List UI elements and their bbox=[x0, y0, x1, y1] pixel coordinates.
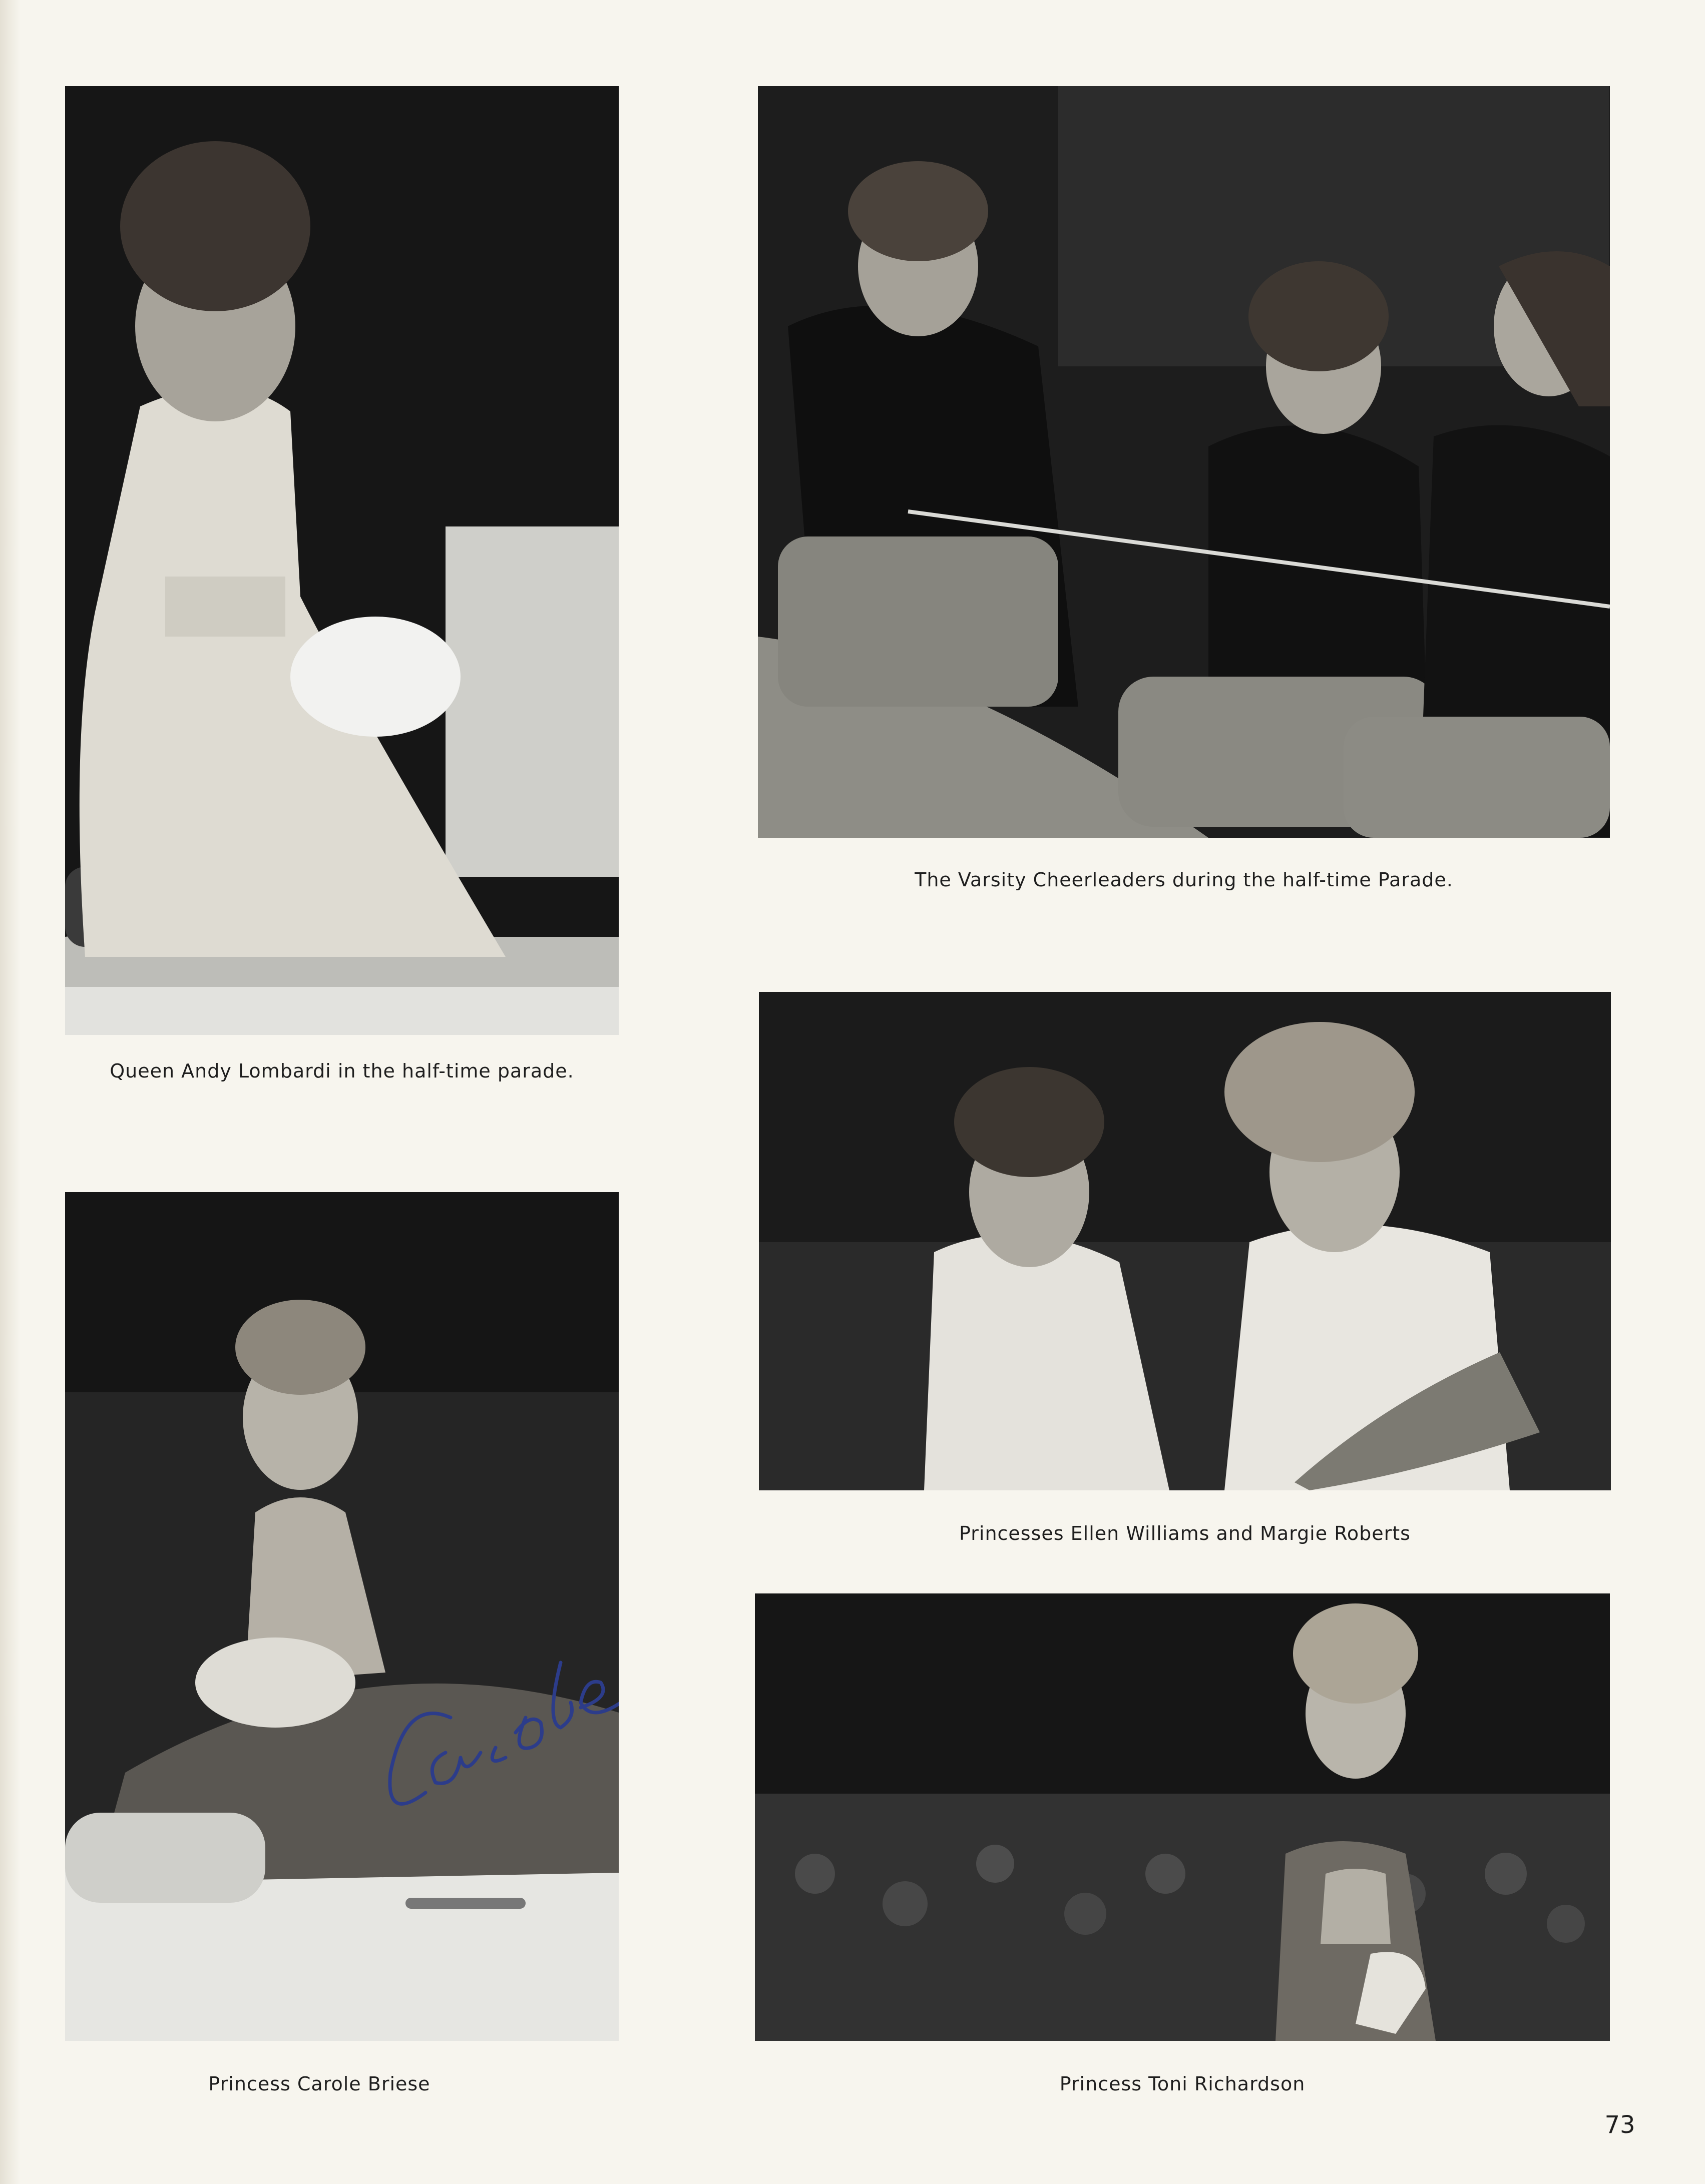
photo-princesses-ellen-margie bbox=[759, 992, 1611, 1490]
caption-princesses-ellen-margie: Princesses Ellen Williams and Margie Roberts bbox=[959, 1522, 1411, 1544]
signature-carole bbox=[65, 1192, 619, 2041]
page-number: 73 bbox=[1604, 2111, 1635, 2139]
caption-queen-andy-lombardi: Queen Andy Lombardi in the half-time parade. bbox=[110, 1060, 574, 1082]
photo-princess-carole-briese bbox=[65, 1192, 619, 2041]
photo-princess-toni-richardson bbox=[755, 1593, 1610, 2041]
caption-princess-carole-briese: Princess Carole Briese bbox=[208, 2073, 431, 2095]
caption-princess-toni-richardson: Princess Toni Richardson bbox=[1059, 2073, 1306, 2095]
photo-queen-andy-lombardi bbox=[65, 86, 619, 1035]
caption-varsity-cheerleaders: The Varsity Cheerleaders during the half-time Parade. bbox=[915, 869, 1453, 891]
page-binding-edge bbox=[0, 0, 20, 2184]
photo-varsity-cheerleaders bbox=[758, 86, 1610, 838]
